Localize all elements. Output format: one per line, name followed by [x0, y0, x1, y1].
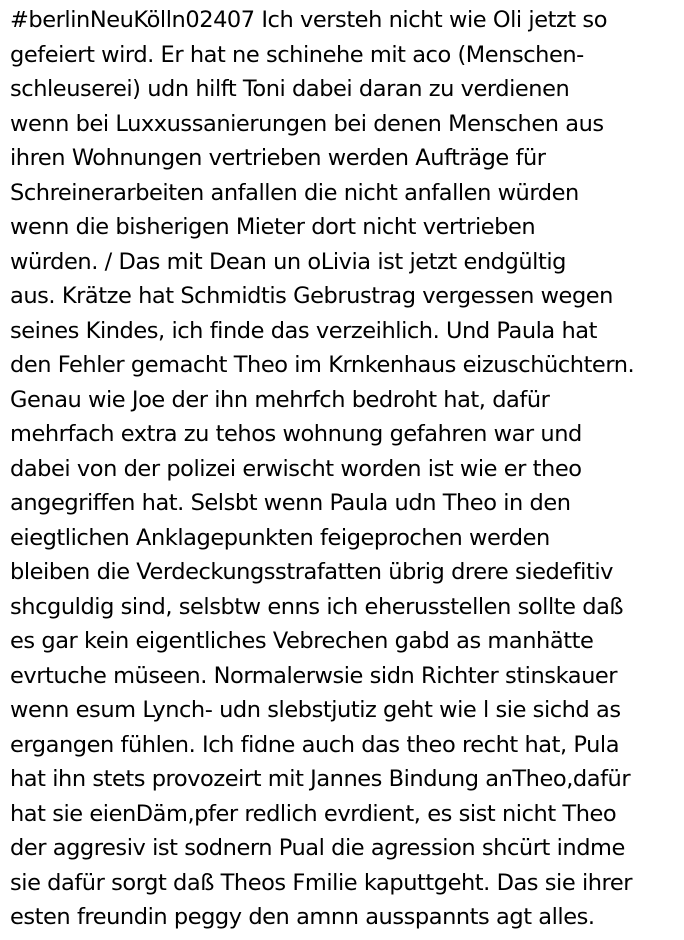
text-line: esten freundin peggy den amnn ausspannts agt alles.: [10, 904, 595, 930]
text-line: den Fehler gemacht Theo im Krnkenhaus eizuschüchtern.: [10, 352, 635, 378]
text-line: es gar kein eigentliches Vebrechen gabd as manhätte: [10, 628, 594, 654]
text-line: hat ihn stets provozeirt mit Jannes Bindung anTheo,dafür: [10, 766, 631, 792]
text-line: wenn bei Luxxussanierungen bei denen Menschen aus: [10, 110, 604, 137]
text-line: ihren Wohnungen vertrieben werden Aufträge für: [10, 145, 546, 171]
text-line: shcguldig sind, selsbtw enns ich eherusstellen sollte daß: [10, 593, 624, 620]
text-line: angegriffen hat. Selsbt wenn Paula udn Theo in den: [10, 490, 571, 516]
text-line: gefeiert wird. Er hat ne schinehe mit aco (Menschen-: [10, 41, 584, 68]
text-line: eiegtlichen Anklagepunkten feigeprochen werden: [10, 524, 550, 551]
text-line: hat sie eienDäm,pfer redlich evrdient, es sist nicht Theo: [10, 800, 617, 827]
text-line: Genau wie Joe der ihn mehrfch bedroht hat, dafür: [10, 386, 550, 413]
text-body: [10, 3, 676, 935]
text-line: der aggresiv ist sodnern Pual die agression shcürt indme: [10, 835, 625, 861]
text-line: dabei von der polizei erwischt worden ist wie er theo: [10, 455, 582, 482]
text-line: Schreinerarbeiten anfallen die nicht anfallen würden: [10, 179, 579, 206]
text-line: sie dafür sorgt daß Theos Fmilie kaputtgeht. Das sie ihrer: [10, 869, 633, 896]
text-line: #berlinNeuKölln02407 Ich versteh nicht wie Oli jetzt so: [10, 7, 608, 33]
text-line: würden. / Das mit Dean un oLivia ist jetzt endgültig: [10, 248, 566, 275]
text-line: aus. Krätze hat Schmidtis Gebrustrag vergessen wegen: [10, 283, 613, 309]
text-line: wenn die bisherigen Mieter dort nicht vertrieben: [10, 214, 536, 240]
text-line: ergangen fühlen. Ich fidne auch das theo recht hat, Pula: [10, 731, 620, 758]
text-line: wenn esum Lynch- udn slebstjutiz geht wie l sie sichd as: [10, 697, 621, 723]
text-line: evrtuche müseen. Normalerwsie sidn Richter stinskauer: [10, 662, 618, 689]
text-line: schleuserei) udn hilft Toni dabei daran zu verdienen: [10, 76, 570, 102]
text-line: seines Kindes, ich finde das verzeihlich. Und Paula hat: [10, 317, 597, 344]
text-line: mehrfach extra zu tehos wohnung gefahren war und: [10, 421, 582, 447]
text-line: bleiben die Verdeckungsstrafatten übrig drere siedefitiv: [10, 559, 613, 585]
